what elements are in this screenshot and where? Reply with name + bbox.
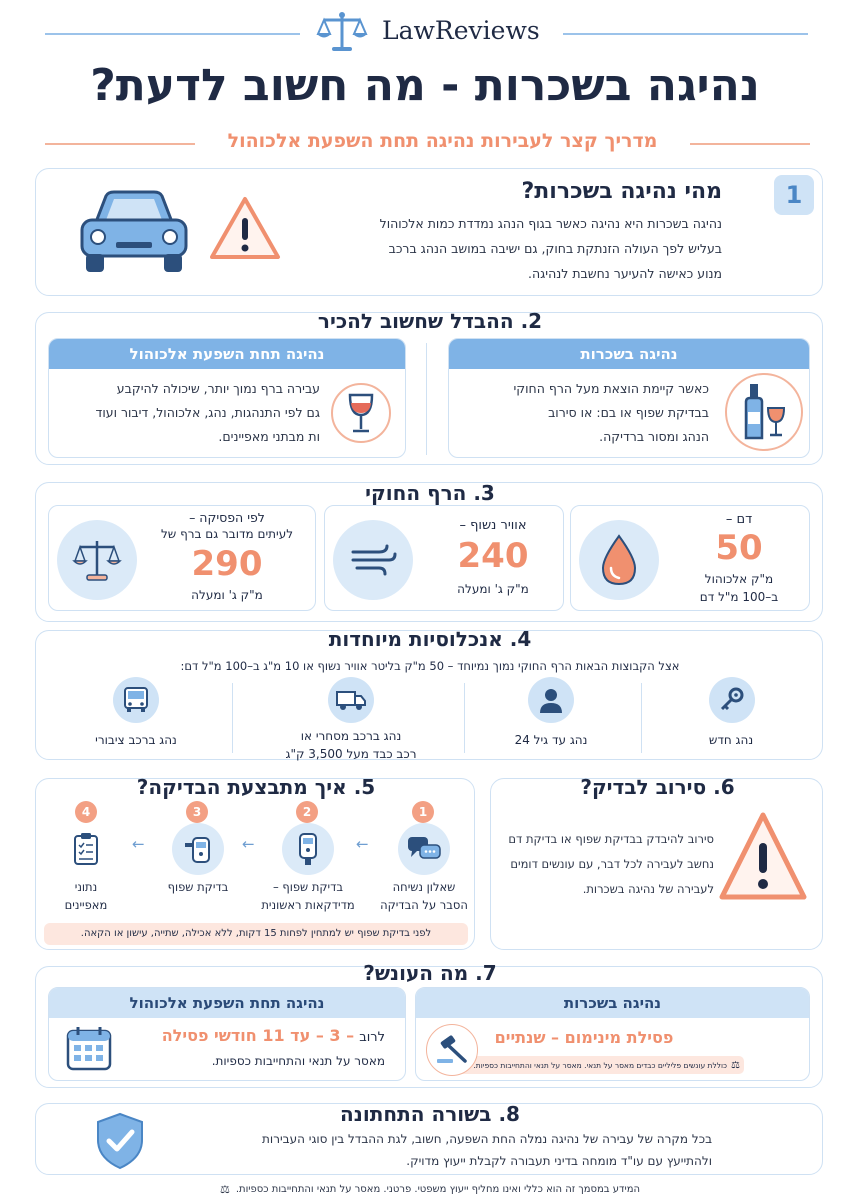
section-3-title: 3. הרף החוקי (365, 481, 495, 505)
panel-drunk-driving-body (459, 377, 709, 449)
group-label: נהג חדש (708, 733, 754, 747)
penalty-sub: מאסר על תנאי והתחייבות כספיות. (211, 1054, 385, 1068)
limit-unit: ב–100 מ"ל דם (699, 590, 779, 604)
text-line: נחשב לעבירה לכל דבר, עם עונשים דומים (510, 857, 714, 871)
group-public-driver (51, 677, 221, 757)
group-label: רכב כבד מעל 3,500 ק"ג (285, 747, 417, 761)
section-6-title: 6. סירוב לבדיק? (580, 775, 735, 799)
brand-name: LawReviews (382, 16, 540, 45)
test-step (258, 801, 358, 916)
text-line: ות מבתני מאפיינים. (218, 429, 320, 444)
penalty-panel-influence (48, 987, 406, 1081)
text-line: בכל מקרה של עבירה של נהיגה נמלה החת השפעה, חשוב, לגת ההבדל בין סוגי העבירות (262, 1132, 712, 1146)
penalty-main-line (125, 1026, 385, 1045)
limit-label: לפי הפסיקה – (189, 510, 265, 525)
text-line: כאשר קיימת הוצאת מעל הרף החוקי (513, 381, 709, 396)
divider-left (45, 33, 300, 35)
bus-icon (113, 677, 159, 723)
divider-right (563, 33, 808, 35)
test-note: לפני בדיקת שפוף יש למתחין לפחות 15 דקות, ללא אכילה, שתייה, עישון או הקאה. (44, 923, 468, 945)
section-8-title: 8. בשורה התחתונה (340, 1102, 520, 1126)
section-refusal (490, 775, 823, 950)
section-what-is-drunk-driving (35, 168, 823, 296)
arrow-left-icon: ← (132, 835, 145, 853)
step-label: מדידקאות ראשונית (261, 898, 355, 912)
text-line: סירוב להיבדק בבדיקת שפוף או בדיקת דם (508, 832, 714, 846)
section-difference (35, 309, 823, 465)
limit-box-blood (570, 505, 810, 611)
panel-under-influence (48, 338, 406, 458)
panel-drunk-driving-header: נהיגה בשכרות (449, 339, 809, 369)
test-step (374, 801, 474, 916)
section-bottom-line (35, 1103, 823, 1175)
arrow-left-icon: ← (242, 835, 255, 853)
penalty-main: פסילת מינימום – שנתיים (494, 1028, 674, 1047)
step-number: 3 (186, 801, 208, 823)
bottle-glass-icon (725, 373, 803, 451)
step-number: 4 (75, 801, 97, 823)
step-label: שאלון נשיחה (392, 880, 456, 894)
gavel-icon (426, 1024, 478, 1076)
text-line: עבירה ברף נמוך יותר, שיכולה להיקבע (116, 381, 320, 396)
penalty-panel-influence-header: נהיגה תחת השפעת אלכוהול (49, 988, 405, 1018)
wine-glass-icon (331, 383, 391, 443)
subtitle-line-right (690, 143, 810, 145)
group-label: נהג ברכב מסחרי או (300, 729, 402, 743)
wind-icon (333, 520, 413, 600)
breathalyzer-icon (282, 823, 334, 875)
page-title: נהיגה בשכרות - מה חשוב לדעת? (90, 60, 760, 111)
limit-value: 50 (715, 528, 763, 568)
test-step (41, 801, 131, 916)
panel-under-influence-header: נהיגה תחת השפעת אלכוהול (49, 339, 405, 369)
section-1-body (282, 211, 722, 286)
limit-box-ruling (48, 505, 316, 611)
section-8-body (152, 1128, 712, 1172)
scales-small-icon: ⚖ (731, 1059, 740, 1071)
section-7-title: 7. מה העונש? (363, 961, 497, 985)
section-special-populations (35, 627, 823, 761)
step-label: מאפיינים (64, 898, 108, 912)
limit-label: אוויר נשוף – (459, 518, 527, 533)
section-1-line: נהיגה בשכרות היא נהיגה כאשר בגוף הנהג נמדדת כמות אלכוהול (379, 216, 722, 231)
chat-bubbles-icon (398, 823, 450, 875)
center-divider (426, 343, 427, 455)
step-label: נתוני (74, 880, 98, 894)
text-line: בבדיקת שפוף או בם: או סירוב (548, 405, 709, 420)
text-line: גם לפי התנהגות, נהג, אלכוהול, דיבור ועוד (95, 405, 320, 420)
limit-label: לעיתים מדובר גם ברף של (160, 527, 294, 541)
group-divider (641, 683, 642, 753)
penalty-range: – 3 – עד 11 חודשי פסילה (161, 1026, 355, 1045)
footer-text: המידע במסמך זה הוא כללי ואינו מחליף ייעוץ משפטי. פרטני. מאסר על תנאי והתחייבות כספיות. (235, 1183, 641, 1195)
page-subtitle: מדריך קצר לעבירות נהיגה תחת השפעת אלכוהול (227, 130, 658, 152)
limit-label: דם – (725, 512, 753, 527)
truck-icon (328, 677, 374, 723)
text-line: לעבירה של נהיגה בשכרות. (582, 882, 714, 896)
section-5-title: 5. איך מתבצעת הבדיקה? (136, 775, 376, 799)
step-number: 2 (296, 801, 318, 823)
group-young-driver (476, 677, 626, 757)
breath-device-icon (172, 823, 224, 875)
penalty-panel-drunk (415, 987, 810, 1081)
step-number: 1 (412, 801, 434, 823)
shield-check-icon (94, 1112, 146, 1170)
clipboard-icon (60, 823, 112, 875)
blood-drop-icon (579, 520, 659, 600)
limit-value: 290 (191, 544, 263, 584)
section-1-line: בעליש לפך העולה הזנתקת בחוק, גם ישיבה במושב הנהג ברכב (388, 241, 722, 256)
group-new-driver (656, 677, 806, 757)
section-legal-limit (35, 482, 823, 622)
person-icon (528, 677, 574, 723)
header (0, 0, 850, 165)
scales-footer-icon: ⚖ (219, 1182, 230, 1196)
warning-triangle-icon (208, 194, 282, 262)
text-line: הנהג ומסור ברדיקה. (599, 429, 709, 444)
group-label: נהג ברכב ציבורי (95, 733, 177, 747)
group-divider (232, 683, 233, 753)
penalty-note-text: כוללת עונשים פליליים כבדים מאסר על תנאי. מאסר על תנאי והתחייבות כספיות. (473, 1060, 728, 1070)
footer (150, 1180, 710, 1198)
step-label: בדיקת שפוף (167, 880, 229, 894)
penalty-panel-drunk-header: נהיגה בשכרות (416, 988, 809, 1018)
car-icon (74, 184, 194, 279)
scales-icon (57, 520, 137, 600)
arrow-left-icon: ← (356, 835, 369, 853)
group-divider (464, 683, 465, 753)
test-step (148, 801, 248, 916)
limit-value: 240 (457, 536, 529, 576)
scales-logo-icon (316, 10, 368, 54)
warning-triangle-icon (716, 809, 810, 905)
section-penalty (35, 961, 823, 1088)
section-4-intro: אצל הקבוצות הבאות הרף החוקי נמוך נמיוחד – 50 מ"ק בליטר אוויר נשוף או 10 מ"ג ב–100 מ"ל דם: (180, 659, 680, 673)
section-number-badge: 1 (774, 175, 814, 215)
limit-unit: מ"ק ג' ומעלה (191, 588, 263, 602)
key-icon (709, 677, 755, 723)
section-2-title: 2. ההבדל שחשוב להכיר (317, 309, 543, 333)
section-how-test-works (35, 775, 475, 950)
step-label: בדיקת שפוף – (272, 880, 344, 894)
section-1-line: מנוע כאישה להעיער נחשבת לנהיגה. (527, 266, 722, 281)
panel-under-influence-body (55, 377, 320, 449)
limit-unit: מ"ק ג' ומעלה (457, 582, 529, 596)
subtitle-line-left (45, 143, 195, 145)
panel-drunk-driving (448, 338, 810, 458)
penalty-prefix: לרוב (359, 1030, 385, 1045)
section-4-title: 4. אנכלוסיות מיוחדות (328, 627, 532, 651)
section-6-body (494, 827, 714, 902)
section-1-title: מהי נהיגה בשכרות? (521, 179, 722, 204)
group-commercial-driver (246, 677, 456, 761)
step-label: הסבר על הבדיקה (380, 898, 468, 912)
text-line: ולהתייעץ עם עו"ד מומחה בדיני תעבורה לקבלת ייעוץ מדויק. (406, 1154, 712, 1168)
penalty-note (444, 1056, 744, 1074)
group-label: נהג עד גיל 24 (514, 733, 588, 747)
calendar-icon (65, 1024, 113, 1076)
limit-box-breath (324, 505, 564, 611)
limit-unit: מ"ק אלכוהול (704, 572, 774, 586)
